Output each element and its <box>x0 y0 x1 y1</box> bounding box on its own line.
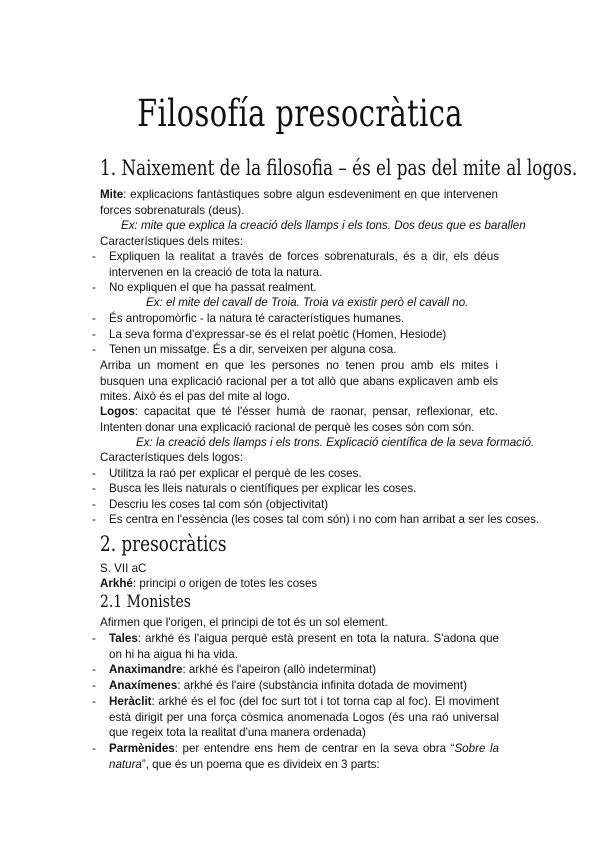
list-dash: - <box>92 281 96 294</box>
philosopher-name: Tales <box>109 632 138 645</box>
list-item <box>109 741 499 772</box>
mite-example: Ex: mite que explica la creació dels llamps i els tons. Dos deus que es barallen <box>121 219 526 232</box>
list-dash: - <box>92 742 96 755</box>
list-item: La seva forma d'expressar-se és el relat poètic (Homen, Hesiode) <box>109 328 447 341</box>
period-text: S. VII aC <box>100 562 147 575</box>
list-dash: - <box>92 482 96 495</box>
mite-def-text: : explicacions fantàstiques sobre algun esdeveniment en que intervenen forces sobrenaturals (deus). <box>100 188 498 217</box>
list-dash: - <box>92 467 96 480</box>
list-item: Busca les lleis naturals o científiques per explicar les coses. <box>109 482 417 495</box>
list-item <box>109 662 499 678</box>
monistes-intro: Afirmen que l'origen, el principi de tot és un sol element. <box>100 616 388 629</box>
logos-definition <box>100 404 498 435</box>
list-dash: - <box>92 695 96 708</box>
logos-characteristics-heading: Característiques dels logos: <box>100 451 244 464</box>
arkhe-def-text: : principi o origen de totes les coses <box>132 577 318 590</box>
philosopher-name: Heràclit <box>109 695 152 708</box>
philosopher-name: Anaxímenes <box>109 679 178 692</box>
list-dash: - <box>92 343 96 356</box>
list-item: Expliquen la realitat a través de forces sobrenaturals, és a dir, els déus intervenen en la creació de tota la natura. <box>109 250 499 279</box>
philosopher-desc: : arkhé és l'aigua perquè està present en tota la natura. S'adona que on hi ha aigua hi ha vida. <box>109 632 499 661</box>
list-dash: - <box>92 679 96 692</box>
list-item: És antropomòrfic - la natura té característiques humanes. <box>109 312 405 325</box>
list-item: Tenen un missatge. És a dir, serveixen per alguna cosa. <box>109 343 397 356</box>
logos-term: Logos <box>100 405 135 418</box>
list-item <box>109 631 499 662</box>
list-item: No expliquen el que ha passat realment. <box>109 281 317 294</box>
list-dash: - <box>92 312 96 325</box>
list-dash: - <box>92 250 96 263</box>
list-item: Es centra en l'essència (les coses tal com són) i no com han arribat a ser les coses. <box>109 513 540 526</box>
list-dash: - <box>92 663 96 676</box>
list-item <box>109 694 499 741</box>
logos-def-text: : capacitat que té l'ésser humà de raonar, pensar, reflexionar, etc. Intenten donar una explicació racional de perquè les coses són com són. <box>100 405 498 434</box>
mite-example-2: Ex: el mite del cavall de Troia. Troia va existir però el cavall no. <box>146 296 469 309</box>
list-dash: - <box>92 498 96 511</box>
list-item <box>109 678 499 694</box>
list-dash: - <box>92 328 96 341</box>
philosopher-desc: : arkhé és el foc (del foc surt tot i tot torna cap al foc). El moviment està dirigit per una força còsmica anomenada Logos (és una raó universal que regeix tota la realitat d'una manera ordenada) <box>109 695 499 740</box>
logos-example: Ex: la creació dels llamps i els trons. Explicació científica de la seva formació. <box>136 436 535 449</box>
section-1-heading: 1. Naixement de la filosofia – és el pas del mite al logos. <box>100 156 578 180</box>
mites-characteristics-heading: Característiques dels mites: <box>100 235 244 248</box>
transition-paragraph: Arriba un moment en que les persones no tenen prou amb els mites i busquen una explicació racional per a tot allò que abans explicaven amb els mites. Això és el pas del mite al logo. <box>100 359 498 404</box>
page-title: Filosofía presocràtica <box>137 92 463 135</box>
mite-term: Mite <box>100 188 124 201</box>
arkhe-definition <box>100 576 317 592</box>
parmenides-work: Sobre la natura <box>109 742 499 771</box>
arkhe-term: Arkhé <box>100 577 133 590</box>
mite-definition <box>100 187 498 218</box>
list-item: Utilitza la raó per explicar el perquè de les coses. <box>109 467 362 480</box>
parmenides-post: ”, que és un poema que es divideix en 3 parts: <box>141 757 380 771</box>
philosopher-name: Anaximandre <box>109 663 183 676</box>
list-dash: - <box>92 513 96 526</box>
philosopher-name: Parmènides <box>109 742 175 755</box>
section-2-heading: 2. presocràtics <box>100 532 227 556</box>
philosopher-desc: : arkhé és l'apeiron (allò indeterminat) <box>182 663 377 676</box>
subsection-heading: 2.1 Monistes <box>100 592 191 612</box>
list-dash: - <box>92 632 96 645</box>
philosopher-desc: : arkhé és l'aire (substància infinita dotada de moviment) <box>177 679 467 692</box>
parmenides-pre: : per entendre ens hem de centrar en la seva obra “ <box>174 742 455 755</box>
list-item: Descriu les coses tal com són (objectivitat) <box>109 498 329 511</box>
